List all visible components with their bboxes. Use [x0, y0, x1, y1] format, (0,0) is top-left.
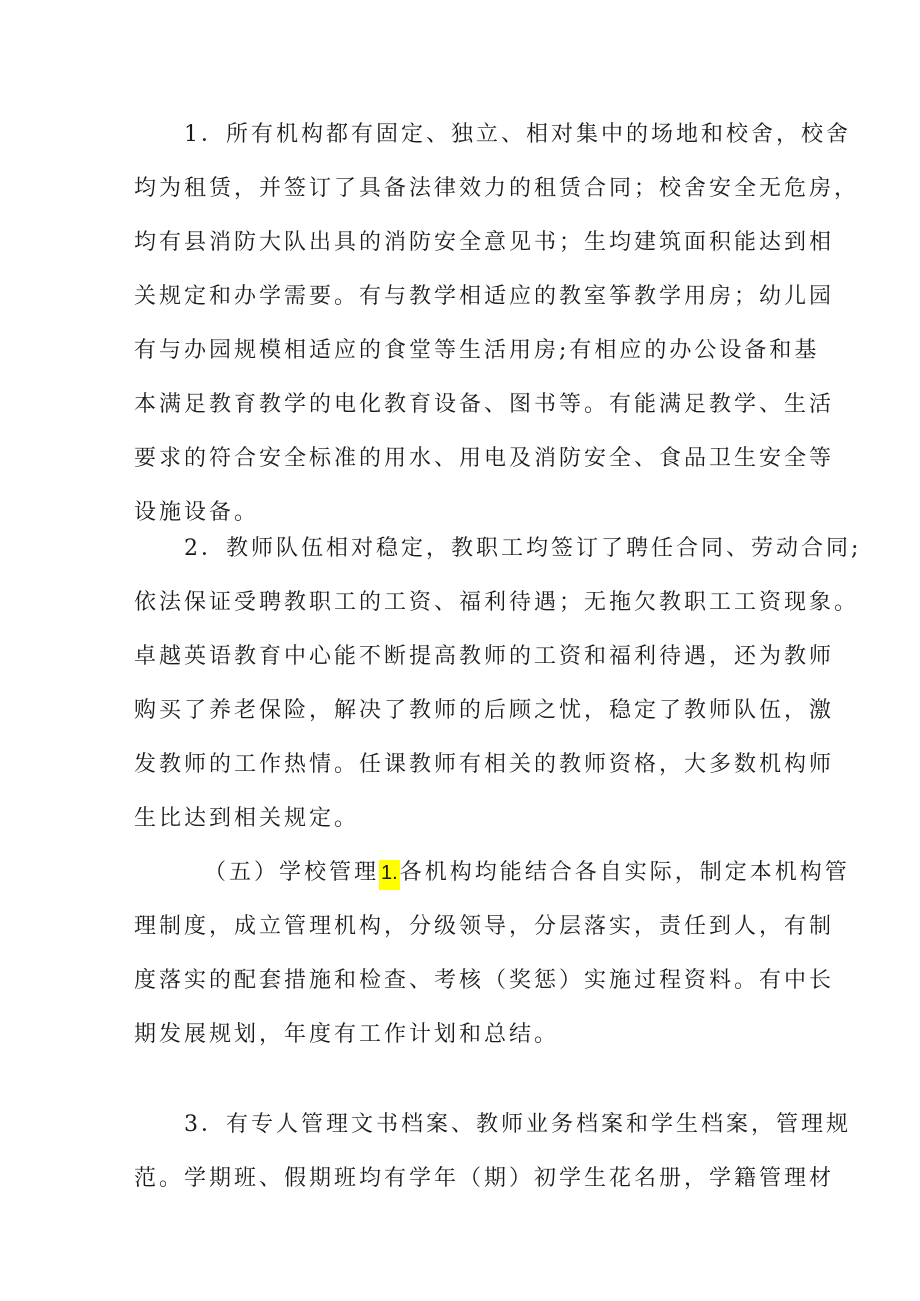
text-line: 依法保证受聘教职工的工资、福利待遇；无拖欠教职工工资现象。: [134, 590, 860, 615]
text-line: 度落实的配套措施和检查、考核（奖惩）实施过程资料。有中长: [134, 968, 835, 993]
text-line: 均为租赁，并签订了具备法律效力的租赁合同；校舍安全无危房，: [134, 176, 860, 201]
text-line: 生比达到相关规定。: [134, 806, 360, 831]
section-heading: （五）学校管理: [204, 860, 380, 885]
text-line: 均有县消防大队出具的消防安全意见书；生均建筑面积能达到相: [134, 230, 835, 255]
text-line: 本满足教育教学的电化教育设备、图书等。有能满足教学、生活: [134, 392, 835, 417]
text-line: 要求的符合安全标准的用水、用电及消防安全、食品卫生安全等: [134, 446, 835, 471]
text-line: 期发展规划，年度有工作计划和总结。: [134, 1022, 560, 1047]
text-line: 3．有专人管理文书档案、教师业务档案和学生档案，管理规: [184, 1112, 851, 1137]
text-line: 有与办园规模相适应的食堂等生活用房;有相应的办公设备和基: [134, 338, 820, 363]
text-line: 购买了养老保险，解决了教师的后顾之忧，稳定了教师队伍，激: [134, 698, 835, 723]
text-line: [134, 846, 850, 900]
text-line: 设施设备。: [134, 500, 260, 525]
text-line: 2．教师队伍相对稳定，教职工均签订了聘任合同、劳动合同;: [184, 536, 862, 561]
text-line: 关规定和办学需要。有与教学相适应的教室筝教学用房；幼儿园: [134, 284, 835, 309]
text-line: 1．所有机构都有固定、独立、相对集中的场地和校舍，校舍: [184, 122, 851, 147]
text-line: 理制度，成立管理机构，分级领导，分层落实，责任到人，有制: [134, 914, 835, 939]
paragraph-teachers: [134, 522, 862, 846]
paragraph-school-management: [134, 846, 850, 1062]
text-line: 范。学期班、假期班均有学年（期）初学生花名册，学籍管理材: [134, 1166, 835, 1191]
text-segment: 各机构均能结合各自实际，制定本机构管: [399, 860, 850, 885]
paragraph-facilities: [134, 108, 860, 540]
highlighted-number: 1.: [379, 860, 400, 890]
text-line: 发教师的工作热情。任课教师有相关的教师资格，大多数机构师: [134, 752, 835, 777]
paragraph-archives: [134, 1098, 851, 1206]
text-line: 卓越英语教育中心能不断提高教师的工资和福利待遇，还为教师: [134, 644, 835, 669]
